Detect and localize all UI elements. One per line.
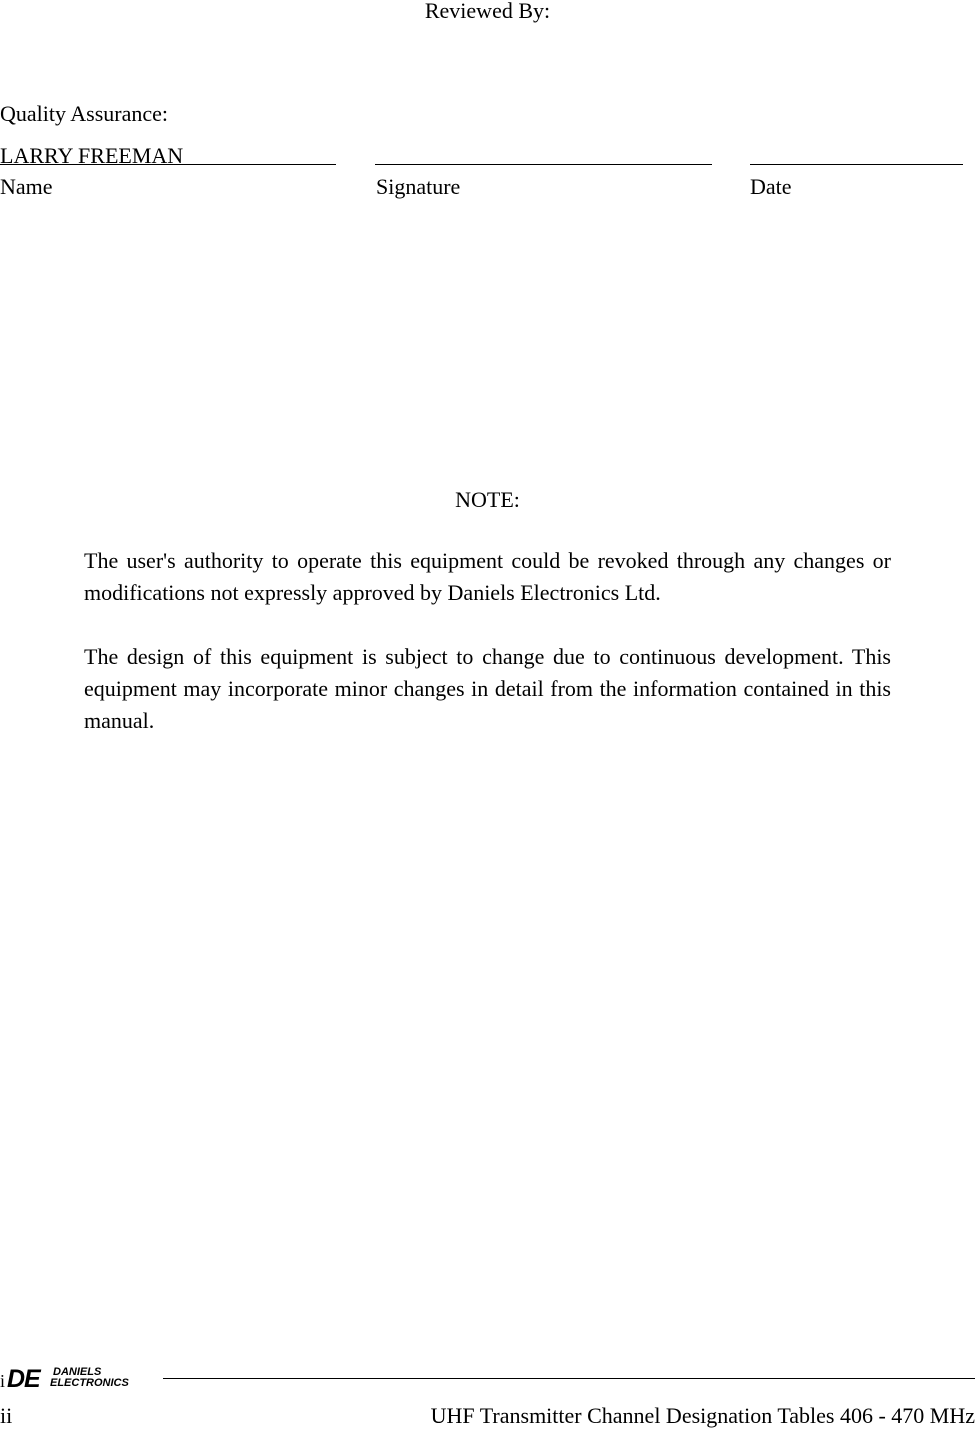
logo-de: DE [7, 1365, 40, 1393]
date-label: Date [750, 174, 792, 199]
logo-wordmark [50, 1367, 129, 1389]
logo-line-daniels: DANIELS [53, 1366, 102, 1378]
name-label: Name [0, 174, 53, 199]
daniels-logo [0, 1367, 150, 1393]
footer-rule [163, 1378, 975, 1379]
reviewer-name-value: LARRY FREEMAN [0, 143, 184, 168]
logo-line-electronics: ELECTRONICS [50, 1377, 129, 1389]
note-title: NOTE: [455, 487, 520, 512]
page-number: ii [0, 1403, 13, 1428]
name-line [0, 164, 336, 165]
date-line [750, 164, 963, 165]
reviewed-by-heading: Reviewed By: [424, 0, 551, 23]
signature-line [375, 164, 712, 165]
quality-assurance-label: Quality Assurance: [0, 101, 169, 126]
signature-label: Signature [376, 174, 461, 199]
document-title: UHF Transmitter Channel Designation Tables 406 - 470 MHz [430, 1403, 975, 1428]
note-paragraph: The user's authority to operate this equipment could be revoked through any changes or modifications not expressly approved by Daniels Electronics Ltd. [84, 548, 891, 605]
note-paragraph: The design of this equipment is subject to change due to continuous development. This equipment may incorporate minor changes in detail from the information contained in this manual. [84, 644, 891, 733]
logo-mark: i [0, 1371, 6, 1391]
